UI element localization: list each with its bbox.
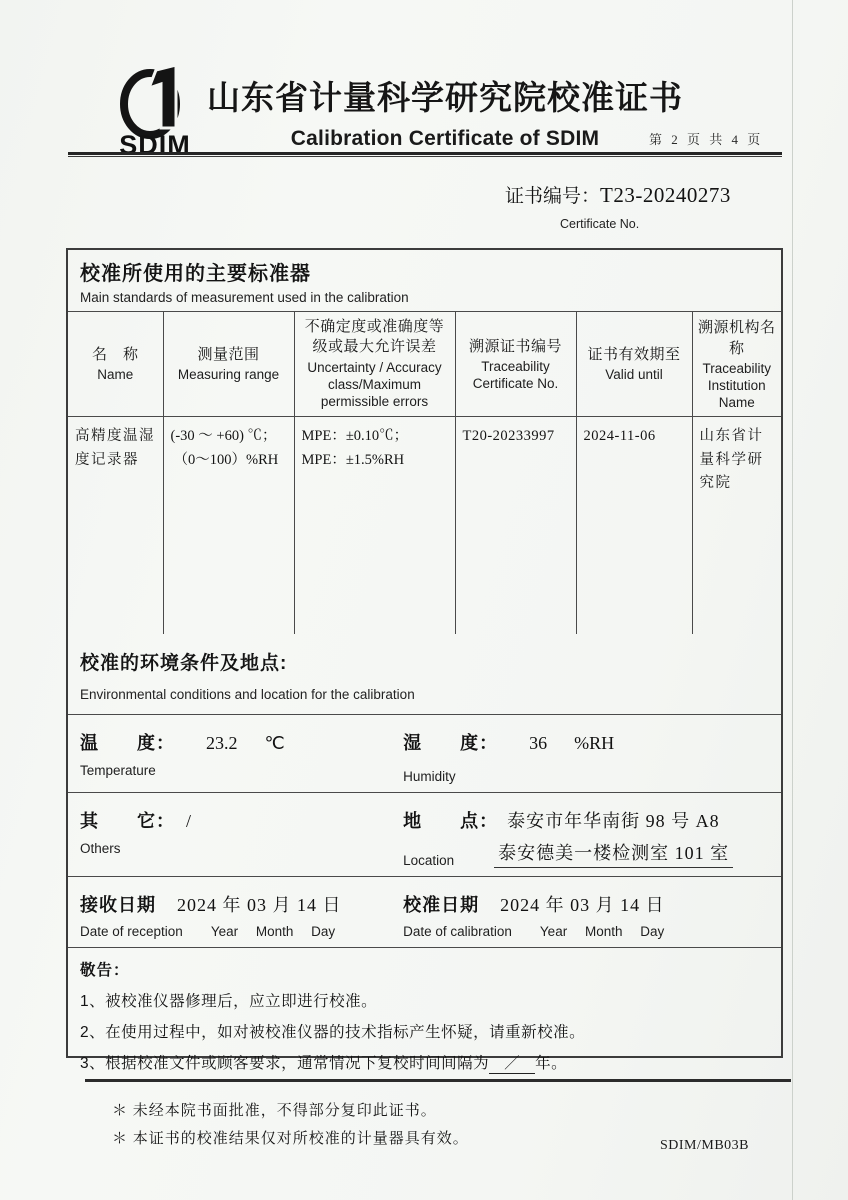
col-header-traceability-cert: 溯源证书编号 Traceability Certificate No. xyxy=(455,312,576,416)
footer-divider xyxy=(85,1079,791,1082)
calibration-date-cell xyxy=(403,877,781,947)
certificate-number-block xyxy=(505,181,731,231)
page-title-cn: 山东省计量科学研究院校准证书 xyxy=(207,81,683,117)
humidity-label-en: Humidity xyxy=(403,769,456,785)
environment-title-en: Environmental conditions and location for the calibration xyxy=(80,687,415,703)
location-value-line2: 泰安德美一楼检测室 101 室 xyxy=(494,839,733,868)
certificate-number-line xyxy=(505,181,731,208)
humidity-value: 36 xyxy=(529,733,548,754)
standards-title-cn: 校准所使用的主要标准器 xyxy=(80,263,311,285)
reception-date-label-en: Date of reception xyxy=(80,924,183,940)
notice-title: 敬告： xyxy=(80,962,130,980)
col-header-institution: 溯源机构名称 Traceability Institution Name xyxy=(692,312,781,416)
others-value: / xyxy=(186,811,192,832)
location-label-cn: 地 点： xyxy=(403,811,499,832)
dates-row xyxy=(68,877,781,948)
page-title-en: Calibration Certificate of SDIM xyxy=(290,127,600,150)
certificate-number-value: T23-20240273 xyxy=(600,183,731,207)
calibration-date-value: 2024 年 03 月 14 日 xyxy=(500,895,665,916)
temperature-humidity-row xyxy=(68,715,781,793)
reception-ymd-label: Year Month Day xyxy=(210,924,336,940)
calibration-ymd-label: Year Month Day xyxy=(539,924,665,940)
humidity-unit: %RH xyxy=(574,733,615,754)
col-header-valid-until: 证书有效期至 Valid until xyxy=(576,312,692,416)
cell-valid-until: 2024-11-06 xyxy=(576,416,692,634)
standards-section-header xyxy=(68,250,781,312)
notice-item-1: 1、被校准仪器修理后，应立即进行校准。 xyxy=(80,993,378,1011)
temperature-value: 23.2 xyxy=(206,733,238,754)
reception-date-value: 2024 年 03 月 14 日 xyxy=(177,895,342,916)
header-titles xyxy=(205,72,685,151)
sdim-logo-icon xyxy=(96,64,214,140)
location-value-line1: 泰安市年华南街 98 号 A8 xyxy=(507,811,720,832)
cell-traceability-cert-no: T20-20233997 xyxy=(455,416,576,634)
calibration-date-label-cn: 校准日期 xyxy=(403,895,480,916)
sdim-logo xyxy=(96,64,214,166)
reception-date-label-cn: 接收日期 xyxy=(80,895,156,916)
temperature-unit: ℃ xyxy=(264,733,285,754)
standards-table xyxy=(68,312,781,634)
main-content-box xyxy=(66,248,783,1073)
others-cell xyxy=(68,793,403,876)
notice-item-3: 3、根据校准文件或顾客要求，通常情况下复校时间间隔为 ／ 年。 xyxy=(80,1051,769,1074)
notice-item-2: 2、在使用过程中，如对被校准仪器的技术指标产生怀疑，请重新校准。 xyxy=(80,1024,586,1042)
reception-date-cell xyxy=(68,877,403,947)
standards-title-en: Main standards of measurement used in the calibration xyxy=(80,290,409,305)
temperature-label-en: Temperature xyxy=(80,763,156,779)
footnote-2: ＊ 本证书的校准结果仅对所校准的计量器具有效。 xyxy=(112,1131,469,1147)
others-label-en: Others xyxy=(80,841,121,857)
cell-institution: 山东省计量科学研究院 xyxy=(692,416,781,634)
cell-measuring-range: (-30 ～ +60) ℃； （0～100）%RH xyxy=(163,416,294,634)
standards-table-data-row xyxy=(68,416,781,634)
header-divider xyxy=(68,152,782,157)
page-number: 第 2 页 共 4 页 xyxy=(649,132,764,147)
temperature-label-cn: 温 度： xyxy=(80,733,175,754)
col-header-uncertainty: 不确定度或准确度等级或最大允许误差 Uncertainty / Accuracy class/Maximum permissible errors xyxy=(294,312,455,416)
form-code: SDIM/MB03B xyxy=(660,1138,750,1153)
cell-standard-name: 高精度温湿度记录器 xyxy=(68,416,163,634)
logo-text: SDIM xyxy=(119,130,191,160)
notice-section xyxy=(68,948,781,1082)
col-header-name: 名 称 Name xyxy=(68,312,163,416)
footnotes xyxy=(112,1092,469,1148)
location-cell xyxy=(403,793,781,876)
others-location-row xyxy=(68,793,781,877)
standards-table-header-row xyxy=(68,312,781,416)
environment-title-cn: 校准的环境条件及地点: xyxy=(80,653,288,675)
calibration-date-label-en: Date of calibration xyxy=(403,924,512,940)
environment-section-header xyxy=(68,634,781,715)
location-label-en: Location xyxy=(403,853,455,869)
humidity-label-cn: 湿 度： xyxy=(403,733,499,754)
certificate-number-label-en: Certificate No. xyxy=(560,217,640,231)
recalibration-interval-blank: ／ xyxy=(489,1051,535,1074)
others-label-cn: 其 它： xyxy=(80,811,175,832)
footnote-1: ＊ 未经本院书面批准，不得部分复印此证书。 xyxy=(112,1103,437,1119)
certificate-number-label: 证书编号： xyxy=(505,186,601,207)
temperature-cell xyxy=(68,715,403,792)
cell-mpe: MPE：±0.10℃； MPE：±1.5%RH xyxy=(294,416,455,634)
humidity-cell xyxy=(403,715,781,792)
col-header-measuring-range: 测量范围 Measuring range xyxy=(163,312,294,416)
